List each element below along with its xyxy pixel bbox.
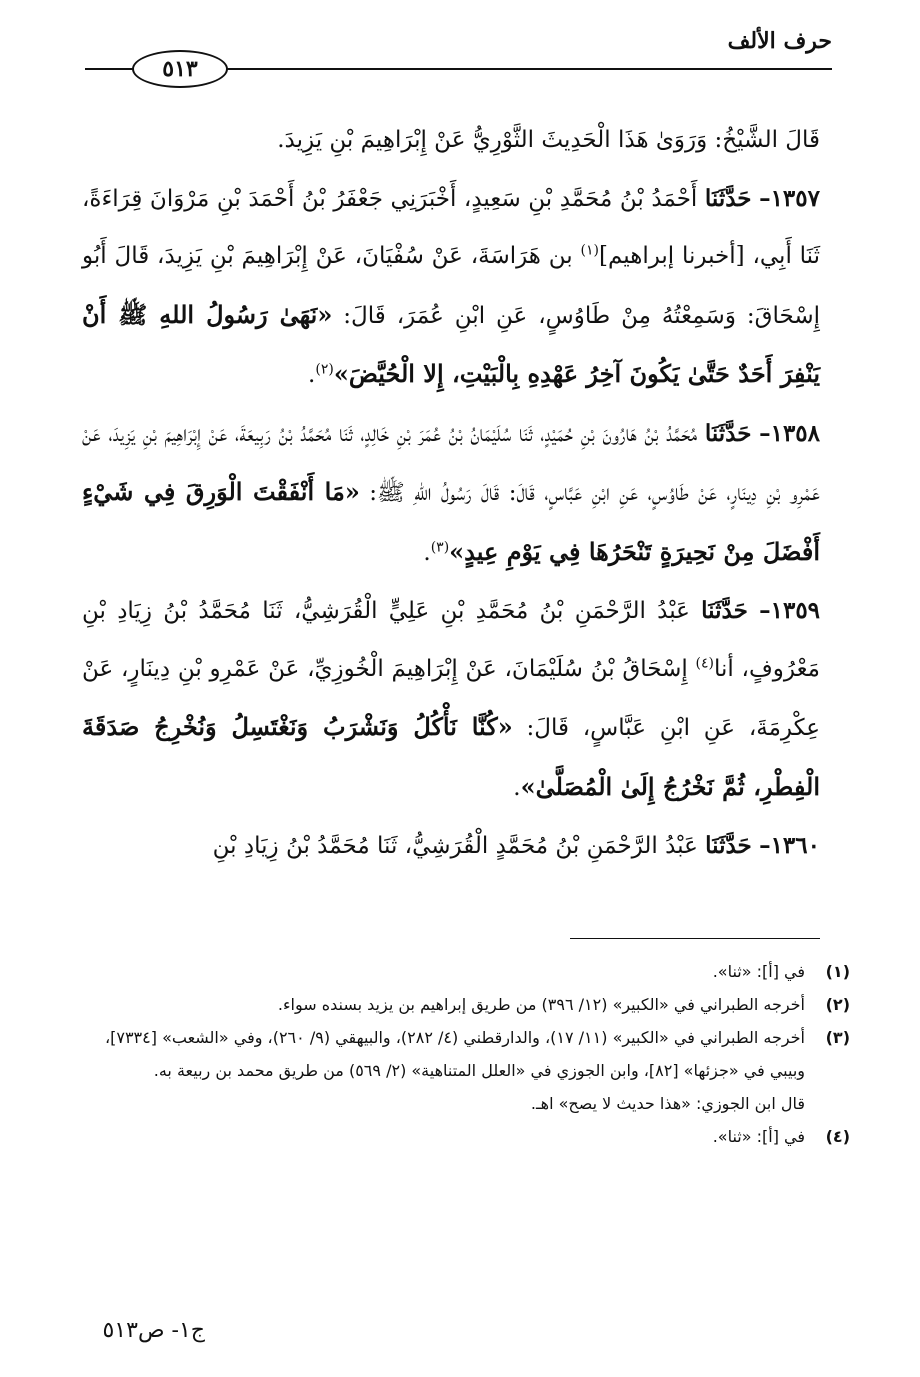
footnote-2	[80, 988, 850, 1021]
volume-page-reference: ج١- ص٥١٣	[102, 1318, 205, 1343]
footnote-3-continuation: قال ابن الجوزي: «هذا حديث لا يصح» اهـ.	[530, 1094, 805, 1113]
hadith-number: ١٣٥٨–	[759, 419, 821, 447]
footnote-marker: (٣)	[825, 1028, 850, 1047]
footnote-ref[interactable]: (٤)	[695, 654, 714, 671]
hadith-lead: حَدَّثَنَا	[701, 597, 748, 624]
footnote-4	[80, 1120, 850, 1153]
hadith-lead: حَدَّثَنَا	[705, 832, 752, 859]
hadith-number: ١٣٥٩–	[759, 597, 821, 624]
footnote-1	[80, 955, 850, 988]
hadith-lead: حَدَّثَنَا	[704, 184, 752, 212]
footnote-ref[interactable]: (١)	[580, 242, 599, 259]
footnote-3	[80, 1021, 850, 1087]
hadith-1357: ١٣٥٧– حَدَّثَنَا أَحْمَدُ بْنُ مُحَمَّدِ بْنِ سَعِيدٍ، أَخْبَرَنِي جَعْفَرُ بْنُ أَحْمَدَ بْنِ مَرْوَانَ قِرَاءَةً، ثَنَا أَبِي، [أخبرنا إبراهيم]$^{(١)}$ بن هَرَاسَةَ، عَنْ سُفْيَانَ، عَنْ إِبْرَاهِيمَ بْنِ يَزِيدَ، قَالَ أَبُو إِسْحَاقَ: وَسَمِعْتُهُ مِنْ طَاوُسٍ، عَنِ ابْنِ عُمَرَ، قَالَ: «نَهَىٰ رَسُولُ اللهِ ﷺ أَنْ يَنْفِرَ أَحَدٌ حَتَّىٰ يَكُونَ آخِرُ عَهْدِهِ بِالْبَيْتِ، إِلا الْحُيَّضَ»$^{(٢)}$.	[82, 184, 820, 388]
footnote-text: أخرجه الطبراني في «الكبير» (١٢/ ٣٩٦) من طريق إبراهيم بن يزيد بسنده سواء.	[277, 995, 805, 1014]
footnote-text: في [أ]: «ثنا».	[712, 962, 805, 981]
page-number-badge	[132, 50, 228, 88]
footnote-marker: (٤)	[825, 1127, 850, 1146]
footnote-text: في [أ]: «ثنا».	[712, 1127, 805, 1146]
hadith-1358: ١٣٥٨– حَدَّثَنَا مُحَمَّدُ بْنُ هَارُونَ بْنِ حُمَيْدٍ، ثَنَا سُلَيْمَانُ بْنُ عُمَرَ بْنِ خَالِدٍ، ثَنَا مُحَمَّدُ بْنُ رَبِيعَةَ، عَنْ إِبْرَاهِيمَ بْنِ يَزِيدَ، عَنْ عَمْرِو بْنِ دِينَارٍ، عَنْ طَاوُسٍ، عَنِ ابْنِ عَبَّاسٍ، قَالَ: قَالَ رَسُولُ اللهِ ﷺ: «مَا أَنْفَقْتَ الْوَرِقَ فِي شَيْءٍ أَفْضَلَ مِنْ نَحِيرَةٍ تَنْحَرُهَا فِي يَوْمِ عِيدٍ»$^{(٣)}$.	[82, 419, 821, 566]
hadith-text: «نَهَىٰ رَسُولُ اللهِ ﷺ أَنْ يَنْفِرَ أَحَدٌ حَتَّىٰ يَكُونَ آخِرُ عَهْدِهِ بِالْبَيْتِ، إِلا الْحُيَّضَ»	[82, 299, 820, 388]
footnote-text: أخرجه الطبراني في «الكبير» (١١/ ١٧)، والدارقطني (٤/ ٢٨٢)، والبيهقي (٩/ ٢٦٠)، وفي «الشعب» [٧٣٣٤]، وبيبي في «جزئها» [٨٢]، وابن الجوزي في «العلل المتناهية» (٢/ ٥٦٩) من طريق محمد بن ربيعة به.	[104, 1028, 805, 1080]
hadith-chain: أَحْمَدُ بْنُ مُحَمَّدِ بْنِ سَعِيدٍ، أَخْبَرَنِي جَعْفَرُ بْنُ أَحْمَدَ بْنِ مَرْوَانَ قِرَاءَةً، ثَنَا أَبِي، [أخبرنا إبراهيم]	[82, 185, 820, 269]
hadith-chain: مُحَمَّدُ بْنُ هَارُونَ بْنِ حُمَيْدٍ، ثَنَا سُلَيْمَانُ بْنُ عُمَرَ بْنِ خَالِدٍ، ثَنَا مُحَمَّدُ بْنُ رَبِيعَةَ، عَنْ إِبْرَاهِيمَ بْنِ يَزِيدَ، عَنْ عَمْرِو بْنِ دِينَارٍ، عَنْ طَاوُسٍ، عَنِ ابْنِ عَبَّاسٍ، قَالَ: قَالَ رَسُولُ اللهِ ﷺ:	[82, 420, 821, 506]
footnote-separator	[570, 938, 820, 939]
hadith-chain: عَبْدُ الرَّحْمَنِ بْنُ مُحَمَّدٍ الْقُرَشِيُّ، ثَنَا مُحَمَّدُ بْنُ زِيَادِ بْنِ	[212, 833, 698, 859]
page-number: ٥١٣	[162, 56, 198, 82]
chapter-title: حرف الألف	[727, 28, 832, 54]
hadith-text: «كُنَّا نَأْكُلُ وَنَشْرَبُ وَنَغْتَسِلُ وَنُخْرِجُ صَدَقَةَ الْفِطْرِ، ثُمَّ نَخْرُجُ إِلَىٰ الْمُصَلَّىٰ»	[82, 712, 820, 801]
hadith-chain: عَبْدُ الرَّحْمَنِ بْنُ مُحَمَّدِ بْنِ عَلِيٍّ الْقُرَشِيُّ، ثَنَا مُحَمَّدُ بْنُ زِيَادِ بْنِ مَعْرُوفٍ، أنا	[82, 598, 821, 682]
footnote-ref[interactable]: (٣)	[430, 538, 450, 555]
hadith-chain: بن هَرَاسَةَ، عَنْ سُفْيَانَ، عَنْ إِبْرَاهِيمَ بْنِ يَزِيدَ، قَالَ أَبُو إِسْحَاقَ: وَسَمِعْتُهُ مِنْ طَاوُسٍ، عَنِ ابْنِ عُمَرَ، قَالَ:	[82, 243, 820, 329]
hadith-number: ١٣٦٠–	[759, 832, 820, 859]
main-text	[82, 112, 820, 876]
footnote-marker: (٢)	[825, 995, 850, 1014]
footnotes	[80, 955, 850, 1153]
hadith-number: ١٣٥٧–	[759, 184, 820, 212]
intro-paragraph: قَالَ الشَّيْخُ: وَرَوَىٰ هَذَا الْحَدِيثَ الثَّوْرِيُّ عَنْ إِبْرَاهِيمَ بْنِ يَزِيدَ.	[277, 127, 820, 153]
footnote-ref[interactable]: (٢)	[315, 361, 334, 378]
hadith-chain: إِسْحَاقُ بْنُ سُلَيْمَانَ، عَنْ إِبْرَاهِيمَ الْخُوزِيِّ، عَنْ عَمْرِو بْنِ دِينَارٍ، عَنْ عِكْرِمَةَ، عَنِ ابْنِ عَبَّاسٍ، قَالَ:	[82, 655, 821, 741]
hadith-1359: ١٣٥٩– حَدَّثَنَا عَبْدُ الرَّحْمَنِ بْنُ مُحَمَّدِ بْنِ عَلِيٍّ الْقُرَشِيُّ، ثَنَا مُحَمَّدُ بْنُ زِيَادِ بْنِ مَعْرُوفٍ، أنا$^{(٤)}$ إِسْحَاقُ بْنُ سُلَيْمَانَ، عَنْ إِبْرَاهِيمَ الْخُوزِيِّ، عَنْ عَمْرِو بْنِ دِينَارٍ، عَنْ عِكْرِمَةَ، عَنِ ابْنِ عَبَّاسٍ، قَالَ: «كُنَّا نَأْكُلُ وَنَشْرَبُ وَنَغْتَسِلُ وَنُخْرِجُ صَدَقَةَ الْفِطْرِ، ثُمَّ نَخْرُجُ إِلَىٰ الْمُصَلَّىٰ».	[82, 597, 821, 801]
hadith-1360	[82, 817, 820, 876]
hadith-lead: حَدَّثَنَا	[704, 419, 752, 447]
hadith-text: «مَا أَنْفَقْتَ الْوَرِقَ فِي شَيْءٍ أَفْضَلَ مِنْ نَحِيرَةٍ تَنْحَرُهَا فِي يَوْمِ عِيدٍ»	[82, 477, 820, 566]
footnote-marker: (١)	[825, 962, 850, 981]
